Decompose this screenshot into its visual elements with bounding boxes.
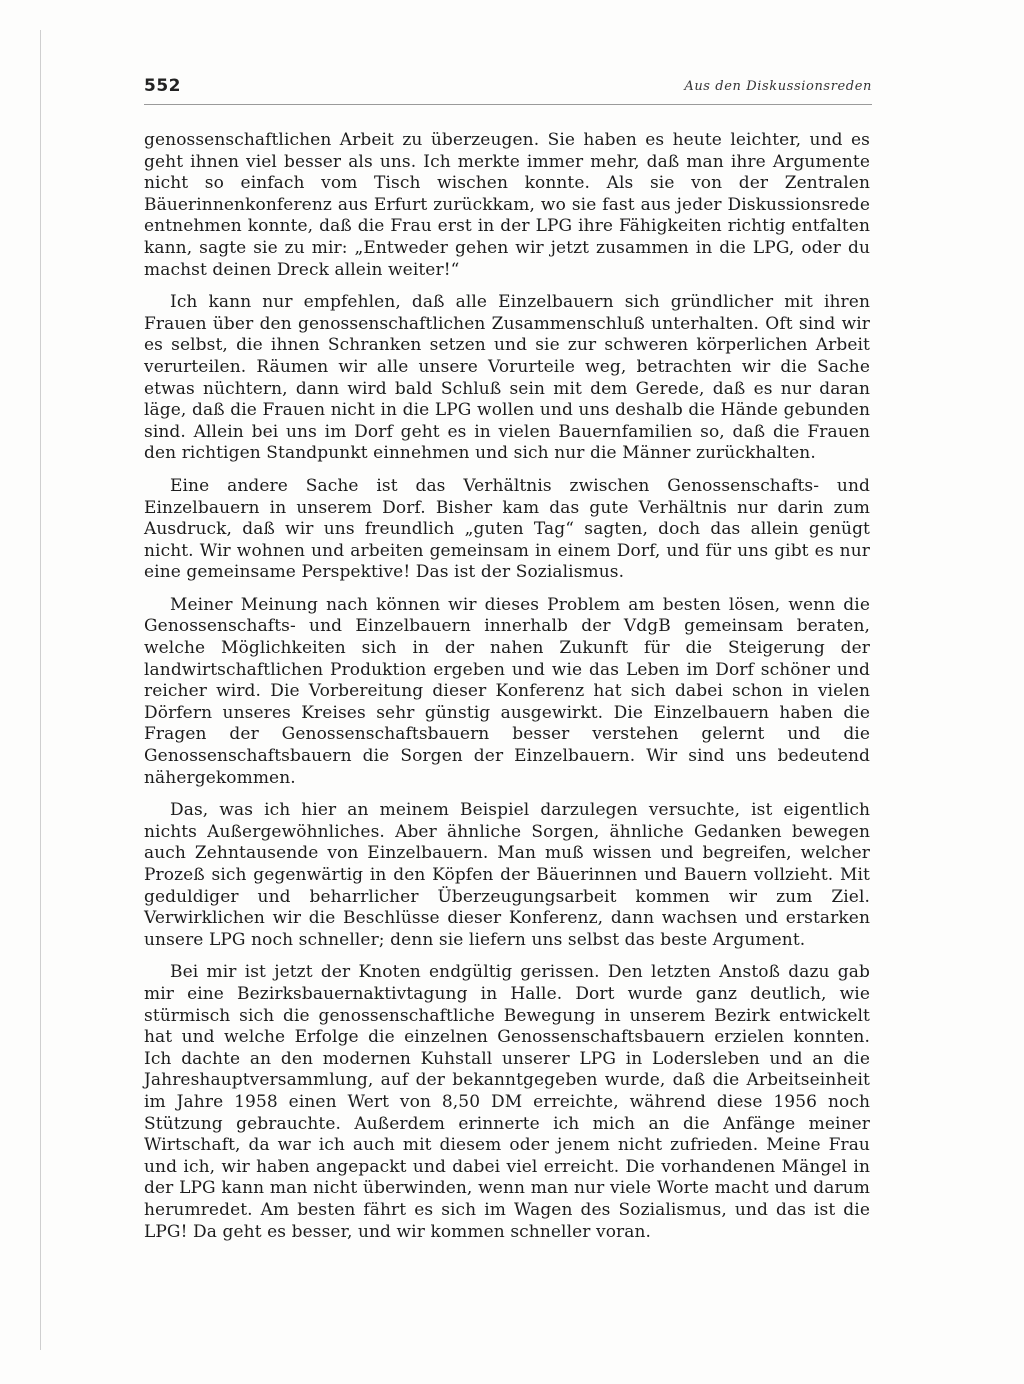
paragraph-1: genossenschaftlichen Arbeit zu überzeugen. Sie haben es heute leichter, und es geht ihnen viel besser als uns. Ich merkte immer mehr, daß man ihre Argumente nicht so einfach vom Tisch wischen konnte. Als sie von der Zentralen Bäuerinnenkonferenz aus Erfurt zurückkam, wo sie fast aus jeder Diskussionsrede entnehmen konnte, daß die Frau erst in der LPG ihre Fähigkeiten richtig entfalten kann, sagte sie zu mir: „Entweder gehen wir jetzt zusammen in die LPG, oder du machst deinen Dreck allein weiter!“ xyxy=(144,130,870,280)
paragraph-6: Bei mir ist jetzt der Knoten endgültig gerissen. Den letzten Anstoß dazu gab mir eine Bezirksbauernaktivtagung in Halle. Dort wurde ganz deutlich, wie stürmisch sich die genossenschaftliche Bewegung in unserem Bezirk entwickelt hat und welche Erfolge die einzelnen Genossenschaftsbauern erzielen konnten. Ich dachte an den modernen Kuhstall unserer LPG in Lodersleben und an die Jahreshauptversammlung, auf der bekanntgegeben wurde, daß die Arbeitseinheit im Jahre 1958 einen Wert von 8,50 DM erreichte, während diese 1956 noch Stützung gebrauchte. Außerdem erinnerte ich mich an die Anfänge meiner Wirtschaft, da war ich auch mit diesem oder jenem nicht zufrieden. Meine Frau und ich, wir haben angepackt und dabei viel erreicht. Die vorhandenen Mängel in der LPG kann man nicht überwinden, wenn man nur viele Worte macht und darum herumredet. Am besten fährt es sich im Wagen des Sozialismus, und das ist die LPG! Da geht es besser, und wir kommen schneller voran. xyxy=(144,962,870,1242)
paragraph-4: Meiner Meinung nach können wir dieses Problem am besten lösen, wenn die Genossenschafts- und Einzelbauern innerhalb der VdgB gemeinsam beraten, welche Möglichkeiten sich in der nahen Zukunft für die Steigerung der landwirtschaftlichen Produktion ergeben und wie das Leben im Dorf schöner und reicher wird. Die Vorbereitung dieser Konferenz hat sich dabei schon in vielen Dörfern unseres Kreises sehr günstig ausgewirkt. Die Einzelbauern haben die Fragen der Genossenschaftsbauern besser verstehen gelernt und die Genossenschaftsbauern die Sorgen der Einzelbauern. Wir sind uns bedeutend nähergekommen. xyxy=(144,594,870,788)
page-header xyxy=(144,76,872,105)
paragraph-3: Eine andere Sache ist das Verhältnis zwischen Genossenschafts- und Einzelbauern in unserem Dorf. Bisher kam das gute Verhältnis nur darin zum Ausdruck, daß wir uns freundlich „guten Tag“ sagten, doch das allein genügt nicht. Wir wohnen und arbeiten gemeinsam in einem Dorf, und für uns gibt es nur eine gemeinsame Perspektive! Das ist der Sozialismus. xyxy=(144,475,870,583)
paragraph-2: Ich kann nur empfehlen, daß alle Einzelbauern sich gründlicher mit ihren Frauen über den genossenschaftlichen Zusammenschluß unterhalten. Oft sind wir es selbst, die ihnen Schranken setzen und sie zur schweren körperlichen Arbeit verurteilen. Räumen wir alle unsere Vorurteile weg, betrachten wir die Sache etwas nüchtern, dann wird bald Schluß sein mit dem Gerede, daß es nur daran läge, daß die Frauen nicht in die LPG wollen und uns deshalb die Hände gebunden sind. Allein bei uns im Dorf geht es in vielen Bauernfamilien so, daß die Frauen den richtigen Standpunkt einnehmen und sich nur die Männer zurückhalten. xyxy=(144,292,870,464)
page-number: 552 xyxy=(144,76,181,96)
paragraph-5: Das, was ich hier an meinem Beispiel darzulegen versuchte, ist eigentlich nichts Außergewöhnliches. Aber ähnliche Sorgen, ähnliche Gedanken bewegen auch Zehntausende von Einzelbauern. Man muß wissen und begreifen, welcher Prozeß sich gegenwärtig in den Köpfen der Bäuerinnen und Bauern vollzieht. Mit geduldiger und beharrlicher Überzeugungsarbeit kommen wir zum Ziel. Verwirklichen wir die Beschlüsse dieser Konferenz, dann wachsen und erstarken unsere LPG noch schneller; denn sie liefern uns selbst das beste Argument. xyxy=(144,800,870,950)
body-text xyxy=(144,130,870,1254)
running-title: Aus den Diskussionsreden xyxy=(684,79,872,94)
scan-edge-mark xyxy=(40,30,41,1350)
